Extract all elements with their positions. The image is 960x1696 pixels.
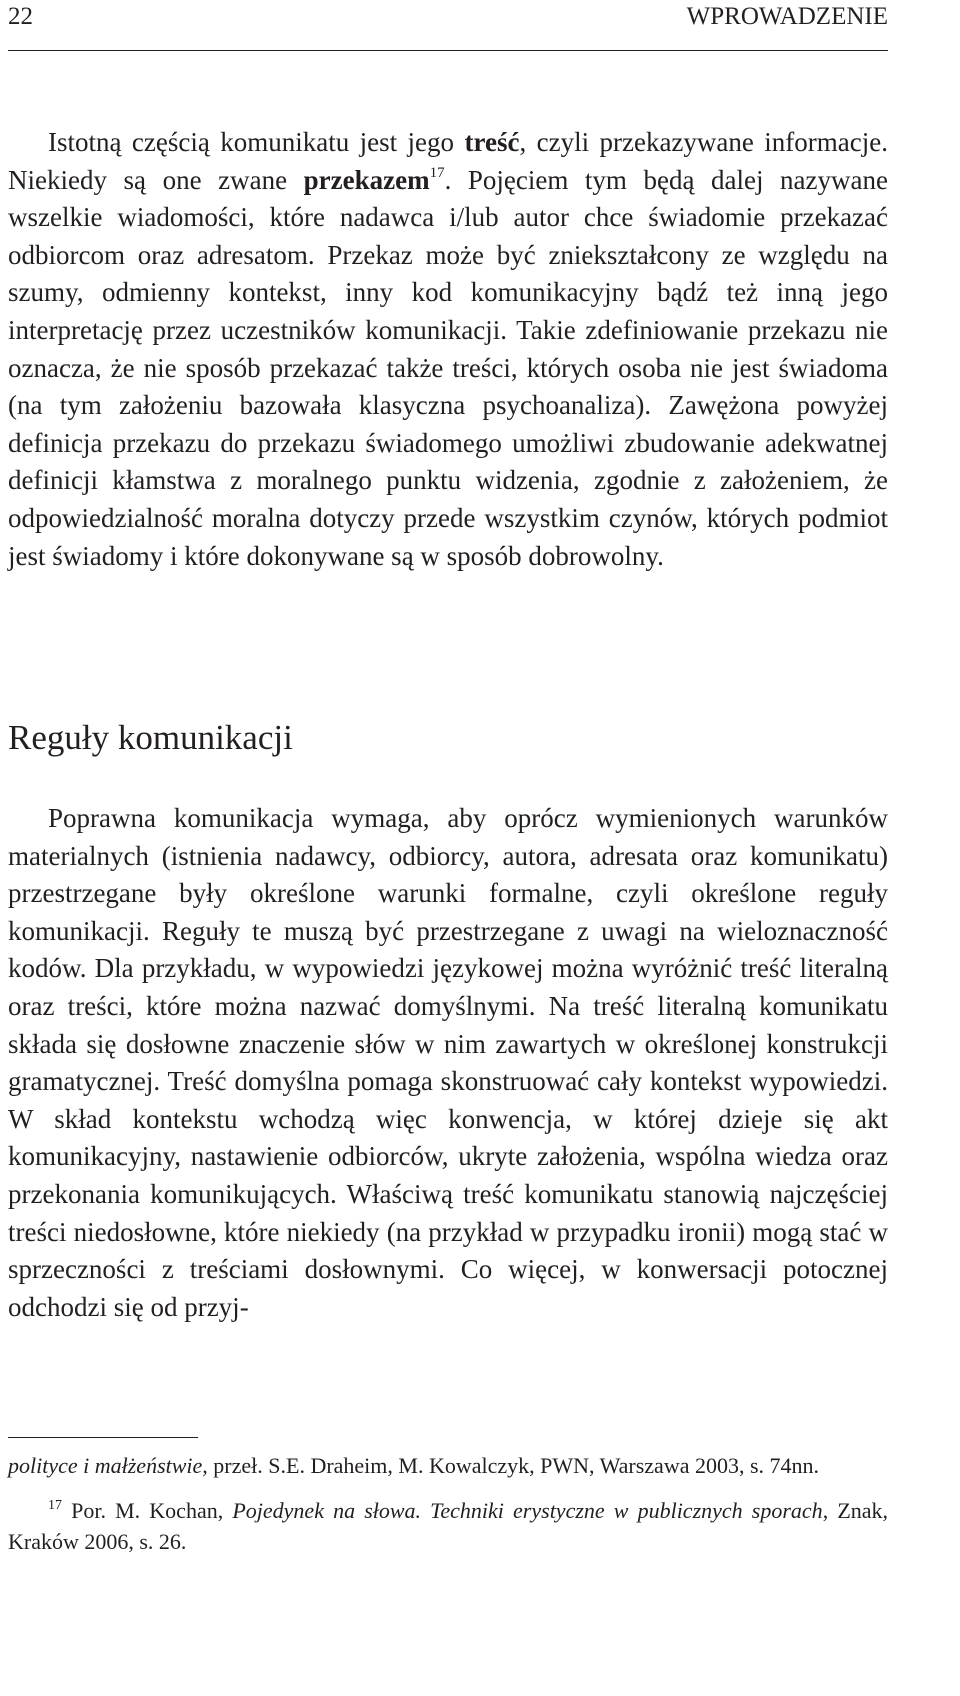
paragraph-content [8, 124, 888, 575]
page-number: 22 [8, 3, 33, 30]
footnote-publisher: , Znak, Kraków 2006, s. 26. [8, 1498, 889, 1554]
footnote-book-title: Pojedynek na słowa. Techniki erystyczne w publicznych sporach [232, 1498, 823, 1523]
book-page [8, 0, 888, 1696]
paragraph-rules-text: Poprawna komunikacja wymaga, aby oprócz wymienionych warunków materialnych (istnienia nadawcy, odbiorcy, autora, adresata oraz komunikatu) przestrzegane były określone warunki formalne, czyli określone reguły komunikacji. Reguły te muszą być przestrzegane z uwagi na wieloznaczność kodów. Dla przykładu, w wypowiedzi językowej można wyróżnić treść literalną oraz treści, które można nazwać domyślnymi. Na treść literalną komunikatu składa się dosłowne znaczenie słów w nim zawartych w określonej konstrukcji gramatycznej. Treść domyślna pomaga skonstruować cały kontekst wypowiedzi. W skład kontekstu wchodzą więc konwencja, w której dzieje się akt komunikacyjny, nastawienie odbiorców, ukryte założenia, wspólna wiedza oraz przekonania komunikujących. Właściwą treść komunikatu stanowią najczęściej treści niedosłowne, które niekiedy (na przykład w przypadku ironii) mogą stać w sprzeczności z treściami dosłownymi. Co więcej, w konwersacji potocznej odchodzi się od przyj- [8, 803, 888, 1322]
section-title: WPROWADZENIE [686, 3, 888, 30]
text-run: , czyli przekazywane informacje. Niekiedy są one zwane [8, 127, 888, 195]
footnote-continued [8, 1450, 888, 1481]
footnote-italic-title: polityce i małżeństwie [8, 1453, 203, 1478]
text-run: . Pojęciem tym będą dalej nazywane wszelkie wiadomości, które nadawca i/lub autor chce świadomie przekazać odbiorcom oraz adresatom. Przekaz może być zniekształcony ze względu na szumy, odmienny kontekst, inny kod komunikacyjny bądź też inną jego interpretację przez uczestników komunikacji. Takie zdefiniowanie przekazu nie oznacza, że nie sposób przekazać także treści, których osoba nie jest świadoma (na tym założeniu bazowała klasyczna psychoanaliza). Zawężona powyżej definicja przekazu do przekazu świadomego umożliwi zbudowanie adekwatnej definicji kłamstwa z moralnego punktu widzenia, zgodnie z założeniem, że odpowiedzialność moralna dotyczy przede wszystkim czynów, których podmiot jest świadomy i które dokonywane są w sposób dobrowolny. [8, 164, 888, 571]
text-run: Istotną częścią komunikatu jest jego [48, 127, 465, 157]
term-tresc: treść [464, 127, 520, 157]
footnote-text: , przeł. S.E. Draheim, M. Kowalczyk, PWN, Warszawa 2003, s. 74nn. [202, 1453, 820, 1478]
footnote-ref-17[interactable]: 17 [429, 164, 445, 181]
footnote-17 [8, 1495, 888, 1557]
running-header [8, 0, 888, 51]
section-heading: Reguły komunikacji [8, 718, 293, 757]
footnotes [8, 1450, 888, 1557]
footnote-number: 17 [48, 1498, 62, 1513]
paragraph-rules [8, 800, 888, 1326]
footnote-separator [8, 1437, 198, 1438]
term-przekaz: przekazem [303, 164, 430, 195]
footnote-author: Por. M. Kochan, [62, 1498, 233, 1523]
